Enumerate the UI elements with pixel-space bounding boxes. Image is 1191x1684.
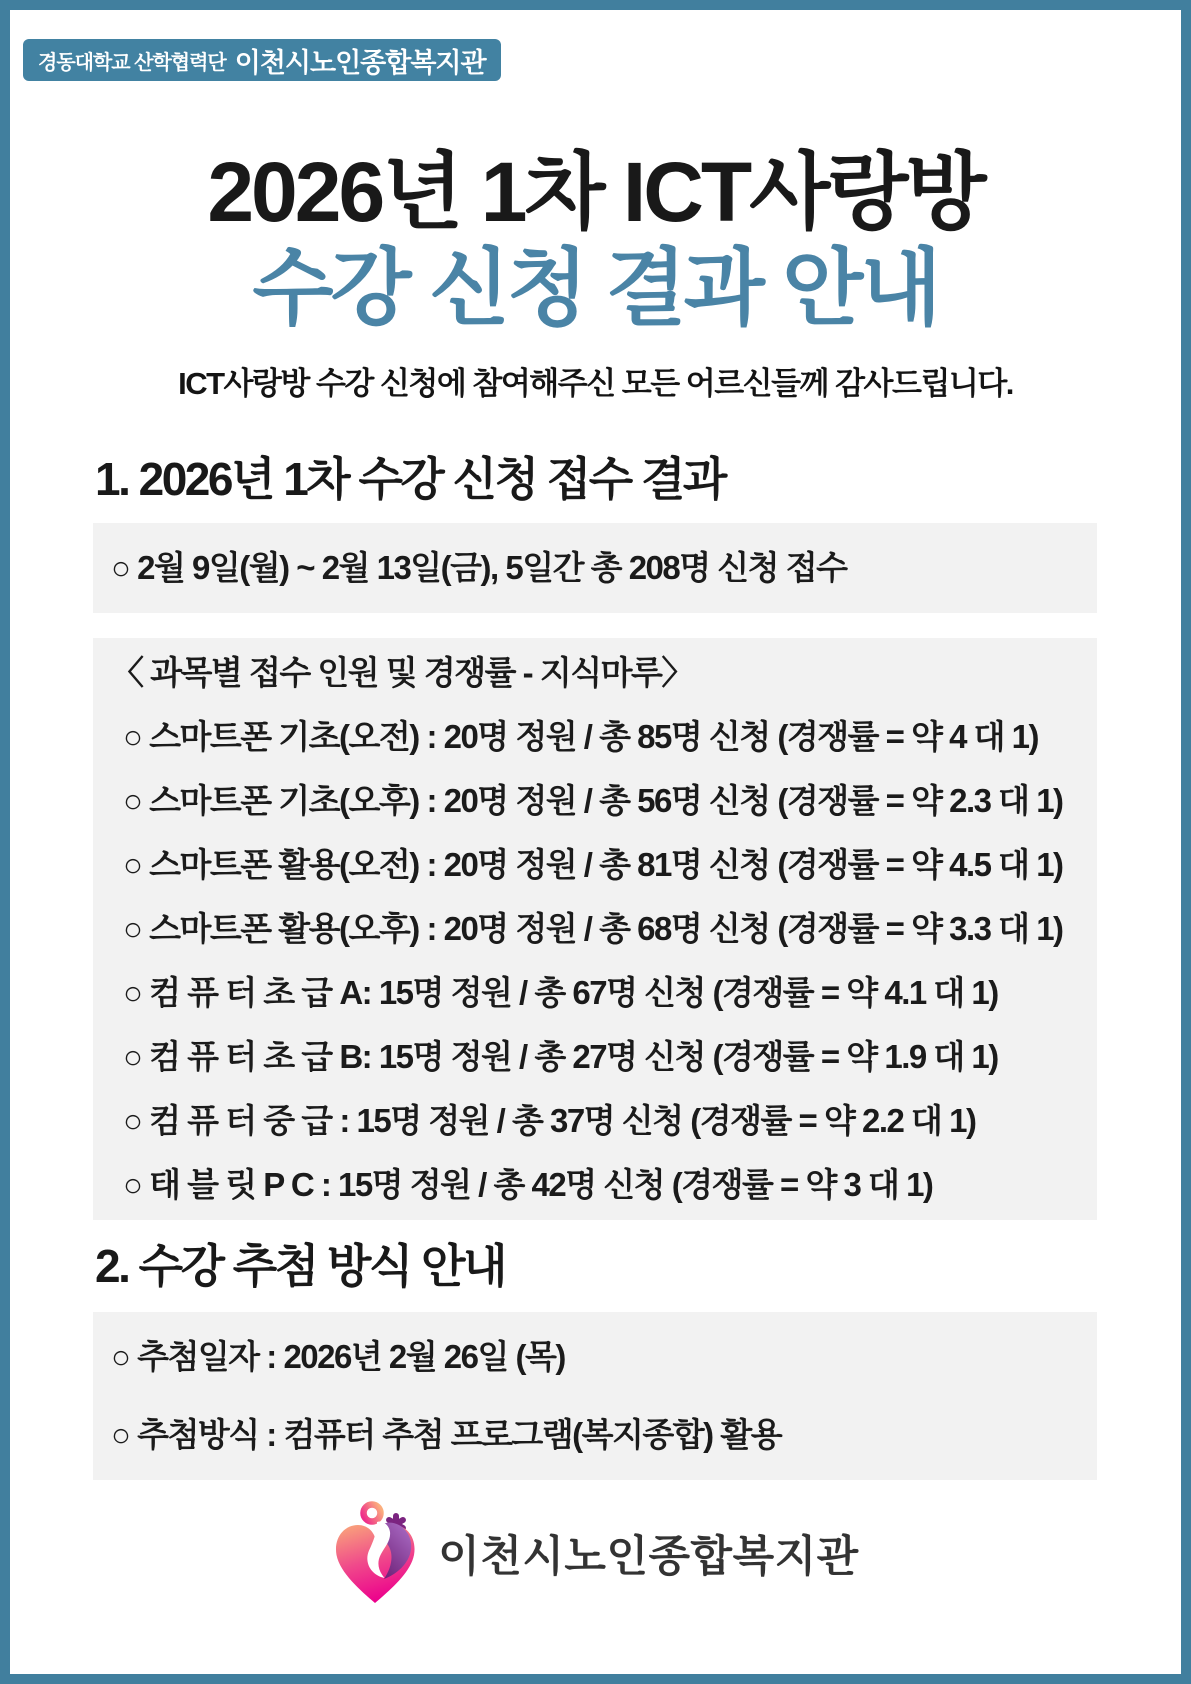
footer-logo bbox=[0, 1500, 1191, 1606]
course-result-line: ○ 태 블 릿 P C : 15명 정원 / 총 42명 신청 (경쟁률 = 약 3 대 1) bbox=[123, 1166, 933, 1203]
lottery-date-line: ○ 추첨일자 : 2026년 2월 26일 (목) bbox=[111, 1338, 565, 1375]
org-badge-center-label: 이천시노인종합복지관 bbox=[234, 47, 486, 78]
course-results-header: 〈 과목별 접수 인원 및 경쟁률 - 지식마루〉 bbox=[111, 654, 693, 691]
poster-title-line1: 2026년 1차 ICT사랑방 bbox=[207, 145, 984, 239]
registration-summary-line: ○ 2월 9일(월) ~ 2월 13일(금), 5일간 총 208명 신청 접수 bbox=[111, 549, 847, 586]
poster-title-line2: 수강 신청 결과 안내 bbox=[252, 241, 939, 335]
lottery-method-line: ○ 추첨방식 : 컴퓨터 추첨 프로그램(복지종합) 활용 bbox=[111, 1416, 782, 1453]
course-result-line: ○ 스마트폰 기초(오후) : 20명 정원 / 총 56명 신청 (경쟁률 = 약 2.3 대 1) bbox=[123, 782, 1063, 819]
org-badge bbox=[23, 39, 501, 81]
poster-subtitle: ICT사랑방 수강 신청에 참여해주신 모든 어르신들께 감사드립니다. bbox=[178, 366, 1013, 401]
registration-summary-box bbox=[93, 523, 1097, 613]
org-badge-university-label: 경동대학교 산학협력단 bbox=[38, 51, 226, 74]
section1-heading: 1. 2026년 1차 수강 신청 접수 결과 bbox=[95, 453, 725, 505]
course-result-line: ○ 스마트폰 활용(오후) : 20명 정원 / 총 68명 신청 (경쟁률 = 약 3.3 대 1) bbox=[123, 910, 1063, 947]
lottery-info-box bbox=[93, 1312, 1097, 1480]
heart-people-logo-icon bbox=[332, 1500, 418, 1606]
course-results-box bbox=[93, 638, 1097, 1220]
course-result-line: ○ 스마트폰 활용(오전) : 20명 정원 / 총 81명 신청 (경쟁률 = 약 4.5 대 1) bbox=[123, 846, 1063, 883]
course-result-line: ○ 컴 퓨 터 초 급 B: 15명 정원 / 총 27명 신청 (경쟁률 = 약 1.9 대 1) bbox=[123, 1038, 998, 1075]
section2-heading: 2. 수강 추첨 방식 안내 bbox=[95, 1240, 505, 1292]
footer-logo-text: 이천시노인종합복지관 bbox=[438, 1532, 859, 1581]
course-result-line: ○ 컴 퓨 터 중 급 : 15명 정원 / 총 37명 신청 (경쟁률 = 약 2.2 대 1) bbox=[123, 1102, 976, 1139]
course-result-line: ○ 컴 퓨 터 초 급 A: 15명 정원 / 총 67명 신청 (경쟁률 = 약 4.1 대 1) bbox=[123, 974, 998, 1011]
course-result-line: ○ 스마트폰 기초(오전) : 20명 정원 / 총 85명 신청 (경쟁률 = 약 4 대 1) bbox=[123, 718, 1039, 755]
